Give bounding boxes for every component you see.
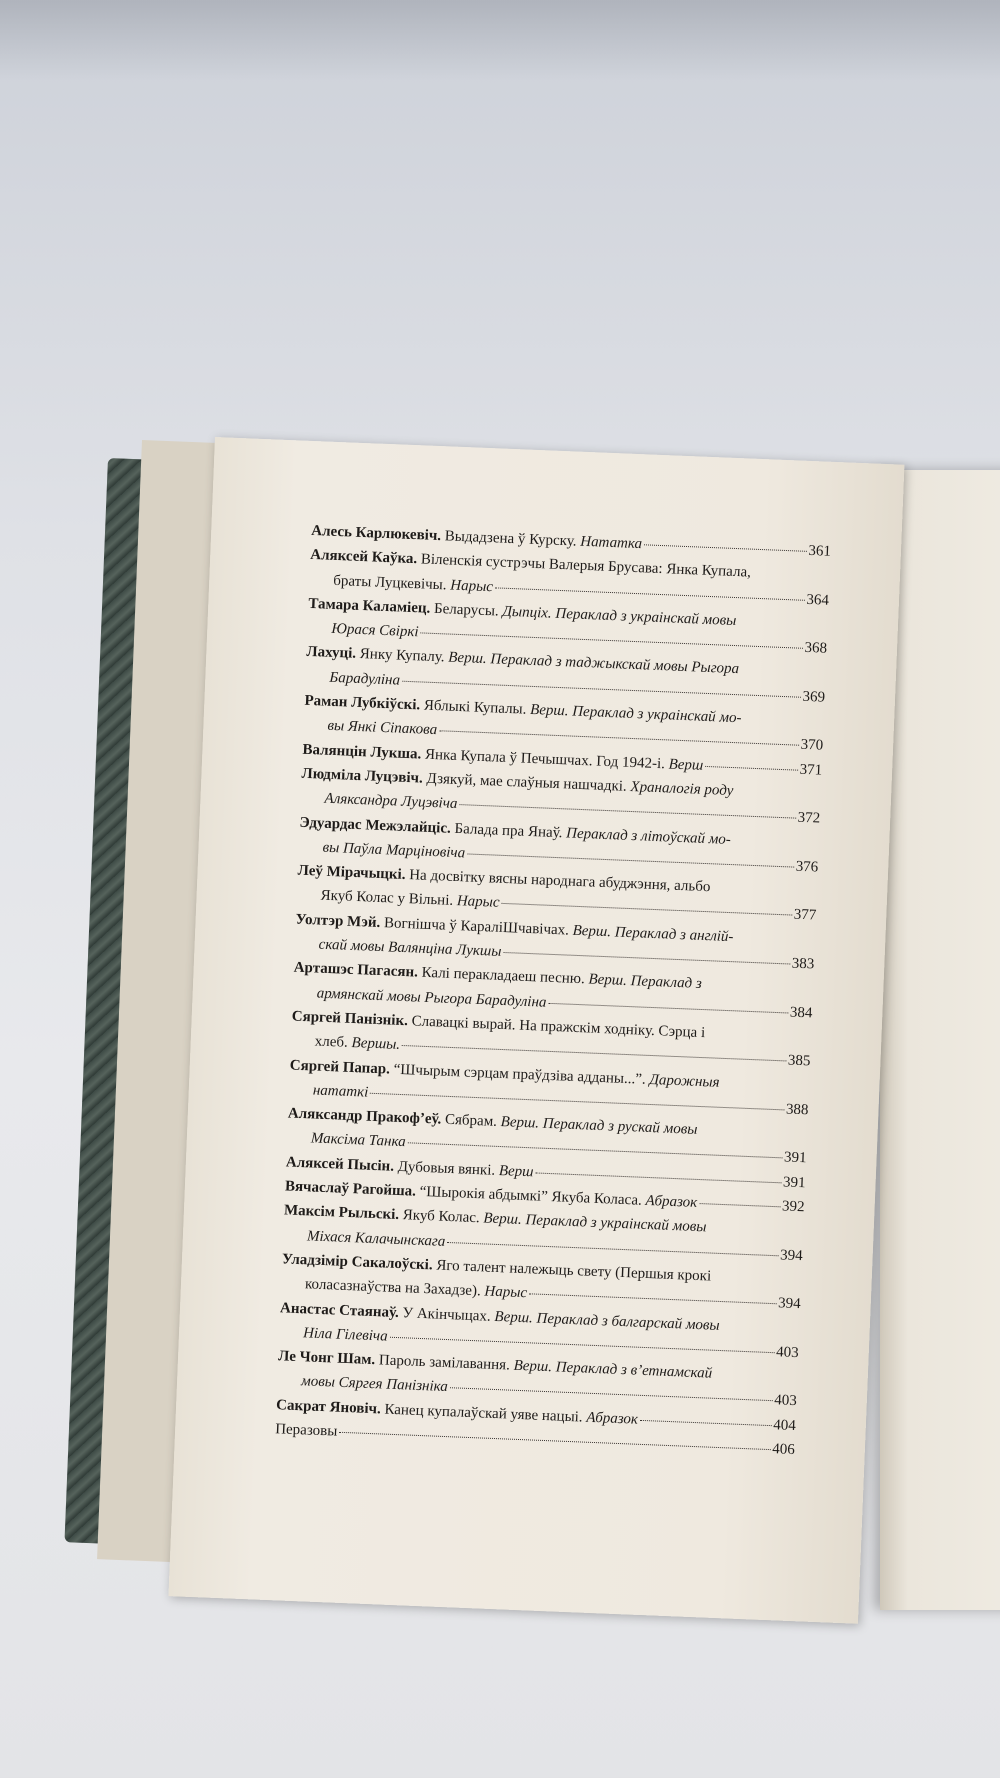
left-page (168, 437, 904, 1624)
entry-title: “Шчырым сэрцам праўдзіва адданы...”. (389, 1061, 650, 1088)
author-name: Уладзімір Сакалоўскі. (281, 1251, 433, 1274)
author-name: Раман Лубкіўскі. (304, 692, 421, 714)
author-name: Аляксей Каўка. (310, 547, 418, 568)
author-name: Сакрат Яновіч. (275, 1396, 382, 1418)
leader-dots (705, 766, 797, 771)
entry-title: Канец купалаўскай уяве нацыі. (380, 1401, 587, 1426)
page-number: 383 (791, 955, 815, 973)
entry-genre: Верш (668, 756, 704, 774)
leader-dots (640, 1420, 771, 1426)
entry-title: Дубовыя вянкі. (393, 1158, 500, 1179)
entry-title: Беларусы. (429, 600, 503, 620)
leader-dots (501, 903, 791, 916)
page-number: 384 (789, 1004, 813, 1022)
entry-genre: Дыпціх. Пераклад з украінскай мовы (502, 603, 737, 629)
author-name: Анастас Стаянаў. (279, 1299, 400, 1321)
entry-genre: Верш. Пераклад з таджыкскай мовы Рыгора (447, 650, 740, 678)
entry-genre: вы Паўла Марціновіча (322, 839, 466, 862)
entry-title: Калі перакладаеш песню. (417, 964, 589, 988)
page-number: 364 (806, 591, 830, 609)
entry-genre: Юрася Свіркі (331, 621, 419, 641)
entry-title: На досвітку вясны народнага абуджэння, альбо (405, 867, 711, 896)
page-number: 361 (808, 542, 832, 560)
entry-genre: Верш. Пераклад з (588, 971, 703, 993)
entry-genre: Абразок (645, 1192, 698, 1211)
author-name: Валянцін Лукша. (302, 741, 422, 763)
entry-title: Вогнішча ў КараліШчавічах. (379, 914, 573, 939)
entry-title: “Шырокія абдымкі” Якуба Коласа. (415, 1183, 646, 1209)
page-number: 369 (802, 688, 826, 706)
entry-title: Якуб Колас у Вільні. (320, 888, 458, 910)
entry-genre: Храналогія роду (630, 778, 734, 800)
leader-dots (548, 1002, 787, 1013)
toc-line-text (303, 1321, 389, 1349)
entry-title: Балада пра Янаў. (450, 820, 567, 841)
page-number: 403 (775, 1344, 800, 1361)
entry-genre: вы Янкі Сіпакова (327, 718, 438, 739)
entry-genre: Аляксандра Луцэвіча (324, 790, 458, 813)
page-number: 376 (795, 858, 819, 876)
entry-title: Яго талент належыць свету (Першыя крокі (432, 1257, 712, 1285)
author-name: Арташэс Пагасян. (293, 959, 419, 981)
page-number: 385 (787, 1052, 811, 1070)
toc-line-text (275, 1417, 338, 1444)
author-name: Людміла Луцэвіч. (301, 765, 424, 787)
entry-title: Якуб Колас. (398, 1207, 484, 1227)
leader-dots (467, 853, 794, 867)
leader-dots (495, 587, 805, 600)
entry-genre: Верш (498, 1162, 534, 1181)
author-name: Алесь Карлюкевіч. (310, 522, 442, 545)
entry-title: хлеб. (314, 1033, 352, 1052)
entry-genre: Абразок (586, 1409, 639, 1428)
author-name: Уолтэр Мэй. (295, 911, 381, 931)
author-name: Аляксандр Пракоф’еў. (287, 1105, 442, 1128)
author-name: Вячаслаў Рагойша. (284, 1178, 417, 1200)
entry-title: Дзякуй, мае слаўныя нашчадкі. (422, 770, 631, 795)
page-number: 370 (800, 737, 824, 755)
entry-title: Віленскія сустрэчы Валерыя Брусава: Янка Купала, (416, 551, 752, 581)
leader-dots (339, 1432, 770, 1450)
author-name: Тамара Каламіец. (308, 595, 431, 617)
leader-dots (459, 804, 795, 819)
page-number: 371 (799, 761, 823, 779)
author-name: Аляксей Пысін. (285, 1154, 395, 1175)
toc-line-text (329, 666, 401, 693)
entry-title: У Акінчыцах. (398, 1304, 495, 1325)
entry-title: Пароль замілавання. (374, 1352, 514, 1374)
entry-genre: Вершы. (351, 1035, 401, 1054)
entry-genre: скай мовы Валянціна Лукшы (318, 936, 502, 960)
entry-genre: Верш. Пераклад з балгарскай мовы (494, 1308, 720, 1334)
toc-line-text (331, 617, 419, 645)
leader-dots (699, 1203, 780, 1207)
entry-title: Выдадзена ў Курску. (440, 528, 581, 550)
author-name: Леў Мірачыцкі. (297, 862, 406, 884)
entry-genre: нататкі (312, 1082, 369, 1101)
entry-genre: Нарыс (449, 577, 494, 595)
leader-dots (535, 1172, 781, 1183)
entry-title: Перазовы (274, 1421, 338, 1440)
entry-genre: Міхася Калачынскага (306, 1227, 446, 1250)
leader-dots (447, 1242, 778, 1256)
page-number: 394 (777, 1295, 801, 1313)
page-number: 391 (783, 1149, 807, 1167)
author-name: Сяргей Панізнік. (291, 1008, 409, 1030)
page-number: 391 (782, 1174, 806, 1192)
leader-dots (529, 1293, 776, 1304)
entry-title: Сябрам. (440, 1111, 502, 1131)
page-number: 388 (785, 1101, 809, 1119)
table-of-contents (275, 519, 832, 1462)
entry-genre: Пераклад з літоўскай мо- (565, 824, 732, 848)
leader-dots (439, 731, 799, 746)
entry-genre: Нататка (579, 533, 643, 553)
right-page (880, 470, 1000, 1610)
page-number: 404 (772, 1416, 797, 1434)
author-name: Сяргей Папар. (289, 1057, 391, 1078)
entry-title: Янка Купала ў Печышчах. Год 1942-і. (420, 746, 669, 773)
page-number: 406 (772, 1441, 796, 1459)
entry-genre: Дарожныя (649, 1071, 720, 1091)
page-number: 368 (804, 640, 828, 657)
entry-title: Славацкі вырай. На пражскім ходніку. Сэрца і (407, 1013, 706, 1042)
entry-genre: армянскай мовы Рыгора Барадуліна (316, 985, 547, 1011)
entry-genre: мовы Сяргея Панізніка (300, 1373, 449, 1396)
page-number: 372 (797, 809, 821, 827)
entry-genre: Верш. Пераклад з рускай мовы (500, 1114, 698, 1139)
entry-title: Янку Купалу. (355, 646, 449, 667)
page-number: 392 (781, 1198, 805, 1216)
entry-genre: Верш. Пераклад з украінскай мо- (529, 701, 742, 727)
leader-dots (644, 544, 806, 552)
page-number: 377 (793, 907, 817, 924)
entry-genre: Верш. Пераклад з украінскай мовы (483, 1210, 707, 1236)
entry-genre: Нарыс (456, 893, 500, 912)
entry-genre: Нарыс (484, 1283, 528, 1302)
entry-genre: Максіма Танка (310, 1130, 406, 1151)
page-number: 403 (773, 1392, 798, 1410)
leader-dots (503, 952, 789, 965)
entry-title: Яблыкі Купалы. (419, 697, 531, 718)
entry-title: браты Луцкевічы. (333, 572, 451, 594)
background-shadow (0, 0, 1000, 80)
leader-dots (450, 1388, 773, 1402)
entry-title: коласазнаўства на Захадзе). (304, 1276, 485, 1300)
page-number: 394 (779, 1246, 803, 1264)
entry-genre: Верш. Пераклад з в’етнамскай (513, 1357, 713, 1382)
author-name: Ле Чонг Шам. (277, 1348, 376, 1369)
toc-line-text (312, 1078, 368, 1105)
entry-genre: Барадуліна (329, 669, 401, 689)
author-name: Лахуці. (306, 644, 357, 663)
author-name: Эдуардас Межэлайціс. (299, 814, 452, 837)
entry-genre: Верш. Пераклад з англій- (572, 922, 734, 945)
toc-line-text (314, 1030, 400, 1058)
author-name: Максім Рыльскі. (283, 1202, 400, 1224)
entry-genre: Ніла Гілевіча (302, 1325, 388, 1345)
